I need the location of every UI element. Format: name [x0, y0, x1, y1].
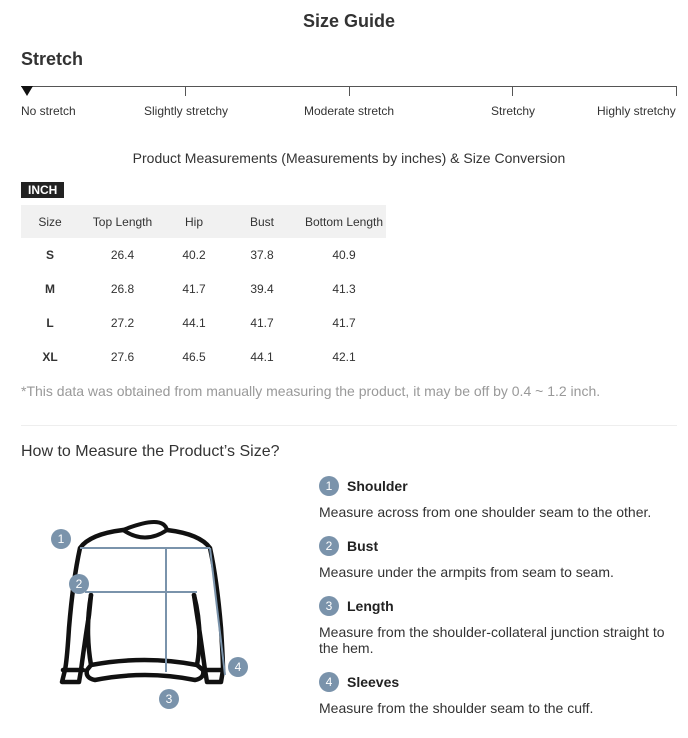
column-header: Bust [222, 205, 302, 238]
stretch-tick [185, 86, 186, 96]
table-cell: 27.2 [110, 316, 135, 330]
table-cell: 27.6 [110, 350, 135, 364]
stretch-label-none: No stretch [21, 104, 76, 118]
table-cell: 44.1 [250, 350, 274, 364]
table-cell: 41.7 [250, 316, 274, 330]
marker-4-icon: 4 [228, 657, 248, 677]
stretch-tick [512, 86, 513, 96]
guide-title: Length [347, 598, 394, 614]
size-cell: L [46, 316, 54, 330]
guide-item-sleeves [319, 672, 679, 716]
column-header: Top Length [79, 205, 166, 238]
guide-description: Measure across from one shoulder seam to the other. [319, 504, 652, 520]
guide-item-bust [319, 536, 679, 580]
guide-description: Measure from the shoulder seam to the cuff. [319, 700, 594, 716]
table-cell: 39.4 [250, 282, 274, 296]
size-cell: XL [42, 350, 58, 364]
step-number-icon: 4 [319, 672, 339, 692]
guide-title: Sleeves [347, 674, 400, 690]
guide-title: Bust [347, 538, 379, 554]
step-number-icon: 1 [319, 476, 339, 496]
marker-2-icon: 2 [69, 574, 89, 594]
table-cell: 44.1 [182, 316, 206, 330]
size-cell: S [45, 248, 54, 262]
sweatshirt-diagram [45, 520, 260, 710]
marker-3-icon: 3 [159, 689, 179, 709]
table-cell: 41.7 [182, 282, 206, 296]
table-cell: 41.3 [332, 282, 356, 296]
table-cell: 26.8 [110, 282, 135, 296]
table-caption: Product Measurements (Measurements by inches) & Size Conversion [132, 150, 566, 166]
section-divider [21, 425, 677, 426]
table-header-row [21, 205, 386, 238]
column-header: Bottom Length [302, 205, 386, 238]
table-cell: 40.9 [332, 248, 356, 262]
page-title: Size Guide [302, 11, 396, 31]
guide-title: Shoulder [347, 478, 408, 494]
stretch-label-high: Highly stretchy [597, 104, 676, 118]
guide-description: Measure from the shoulder-collateral junction straight to the hem. [319, 624, 665, 656]
table-row [21, 272, 386, 306]
table-row [21, 306, 386, 340]
marker-1-icon: 1 [51, 529, 71, 549]
table-cell: 26.4 [110, 248, 135, 262]
table-cell: 46.5 [182, 350, 206, 364]
column-header: Hip [166, 205, 222, 238]
guide-description: Measure under the armpits from seam to seam. [319, 564, 614, 580]
column-header: Size [21, 205, 79, 238]
table-cell: 37.8 [250, 248, 274, 262]
table-cell: 40.2 [182, 248, 206, 262]
stretch-label-slight: Slightly stretchy [144, 104, 229, 118]
measurement-note: *This data was obtained from manually measuring the product, it may be off by 0.4 ~ 1.2 inch. [21, 383, 601, 399]
measure-heading: How to Measure the Product’s Size? [21, 443, 280, 460]
unit-badge[interactable]: INCH [21, 182, 64, 198]
stretch-label-stretchy: Stretchy [491, 104, 536, 118]
table-cell: 41.7 [332, 316, 356, 330]
guide-item-shoulder [319, 476, 679, 520]
step-number-icon: 3 [319, 596, 339, 616]
stretch-heading: Stretch [21, 49, 84, 69]
table-row [21, 340, 386, 374]
size-table [21, 205, 386, 374]
stretch-label-moderate: Moderate stretch [304, 104, 395, 118]
stretch-tick [349, 86, 350, 96]
stretch-marker-icon [21, 86, 33, 96]
step-number-icon: 2 [319, 536, 339, 556]
stretch-tick [676, 86, 677, 96]
table-cell: 42.1 [332, 350, 356, 364]
table-row [21, 238, 386, 272]
guide-item-length [319, 596, 679, 656]
size-cell: M [45, 282, 55, 296]
